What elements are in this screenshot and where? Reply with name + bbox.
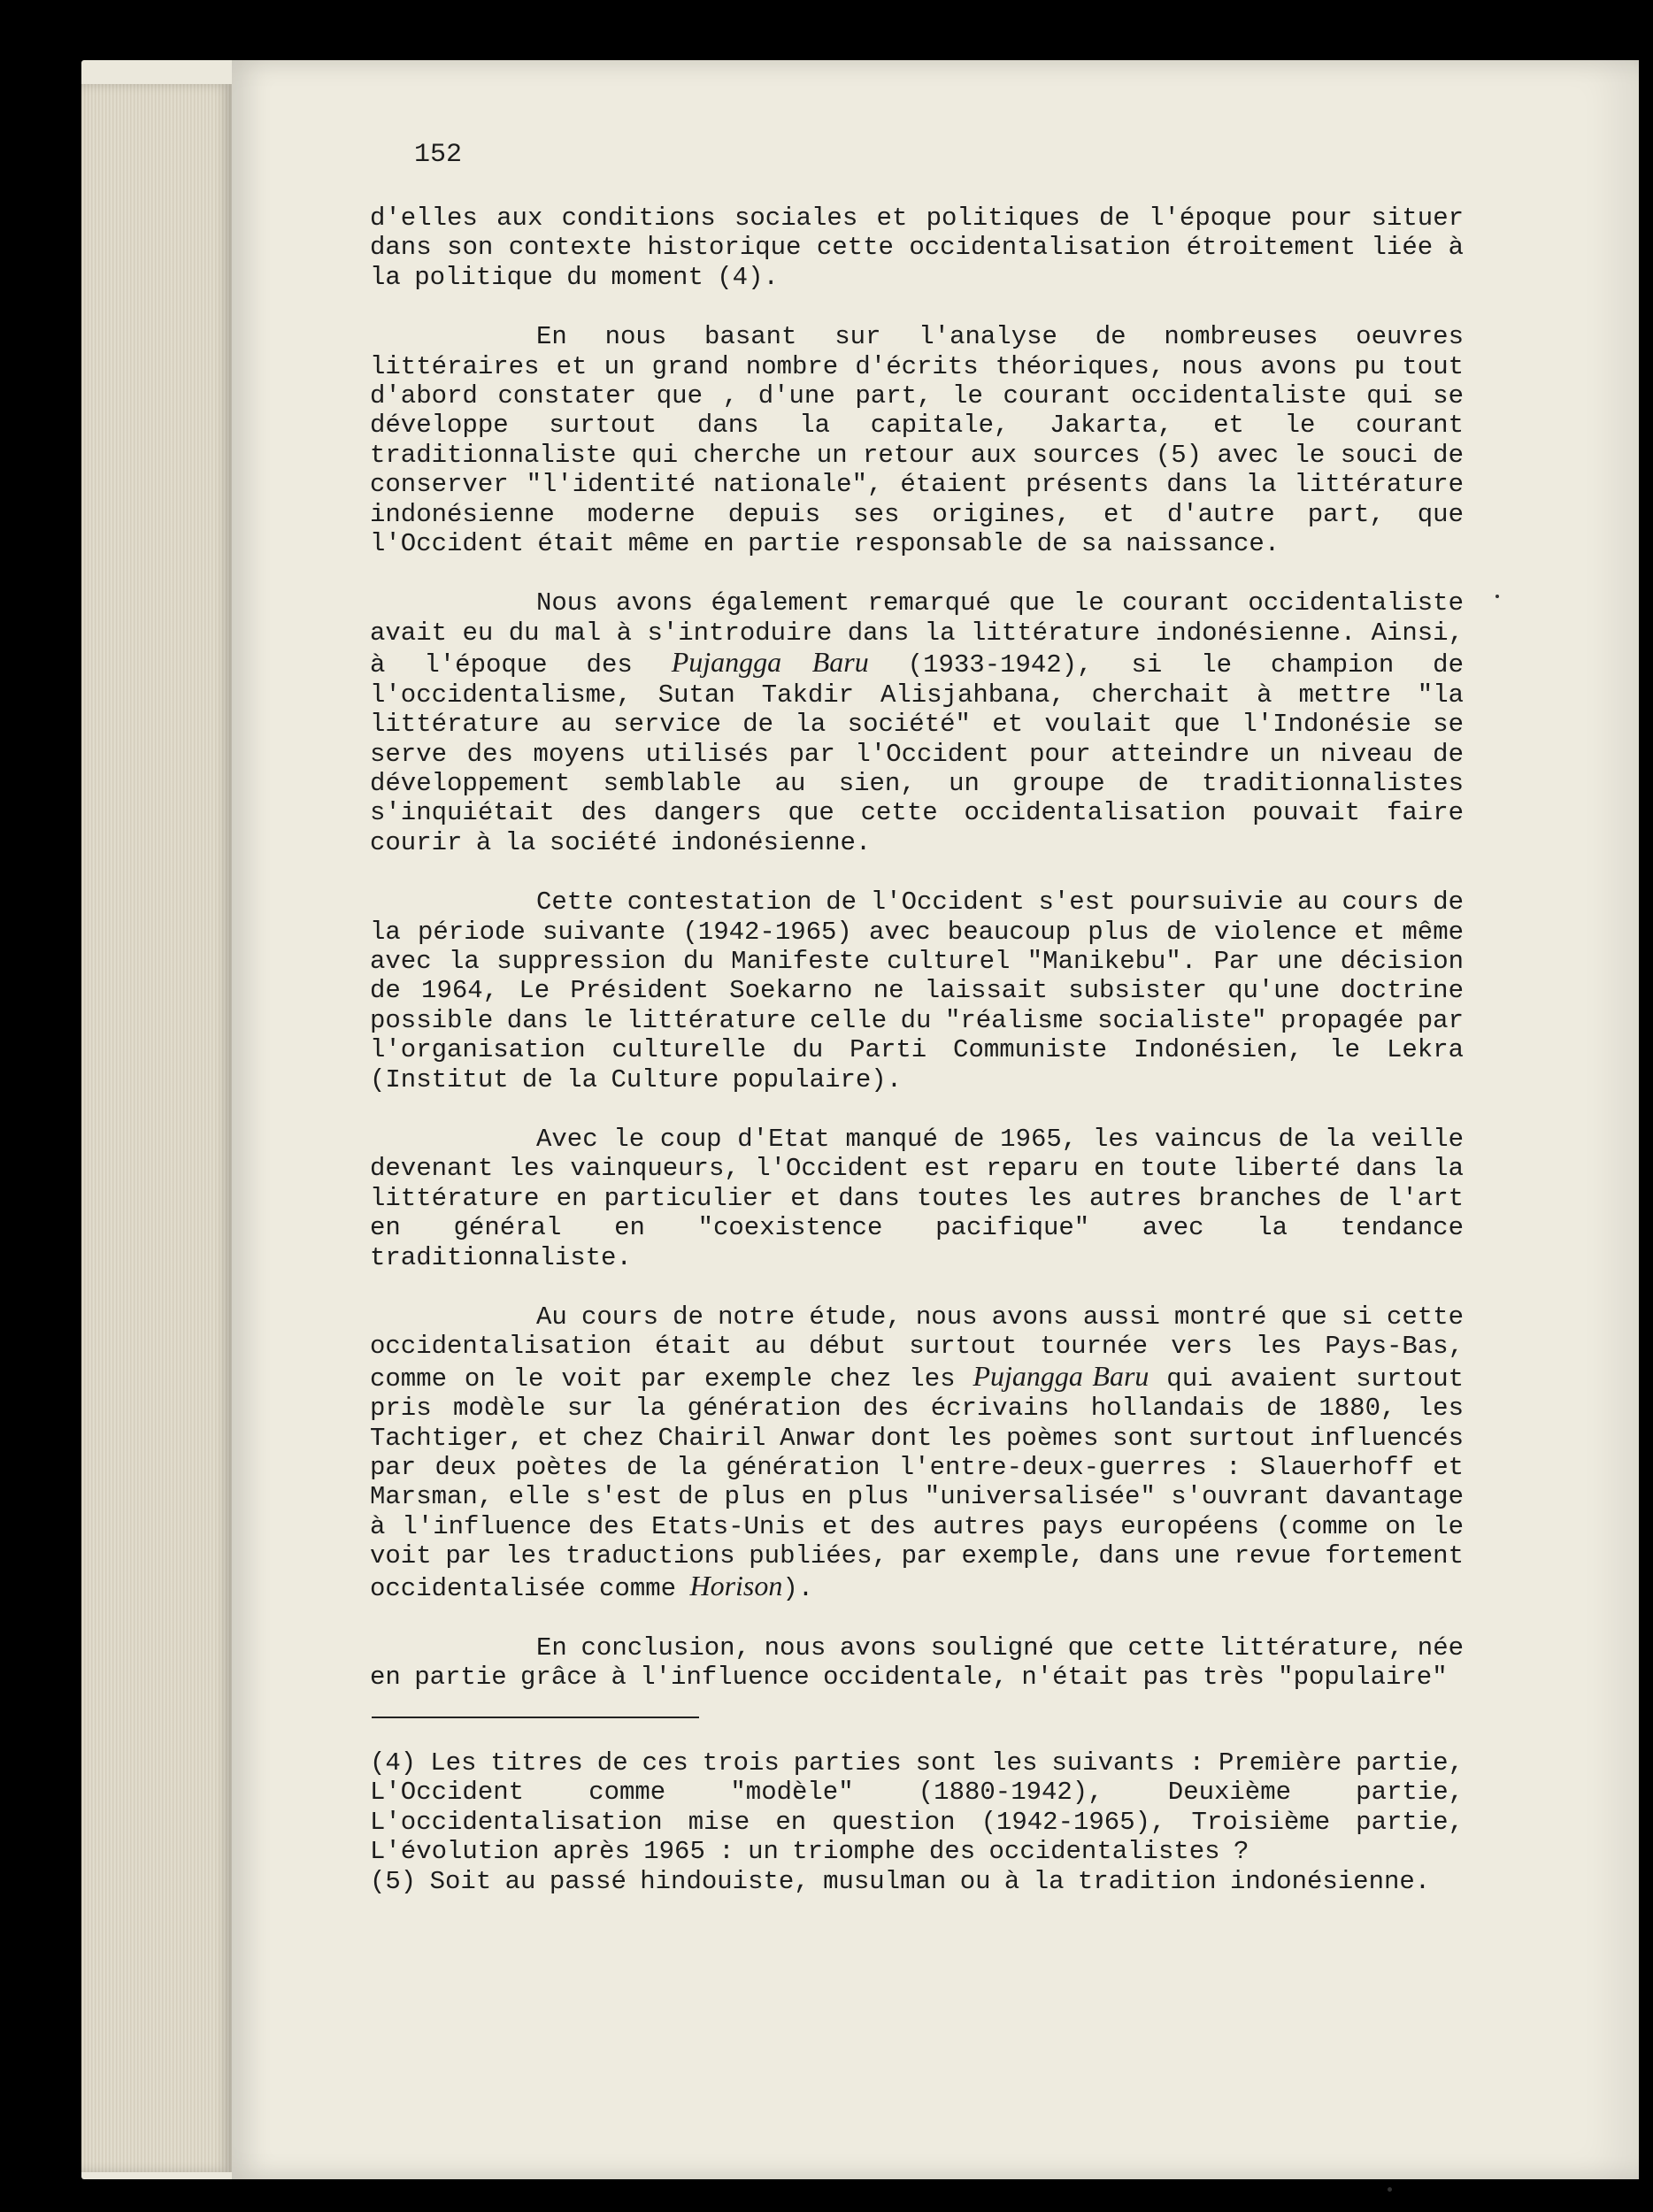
paragraph-6 <box>370 1302 1464 1603</box>
paragraph-7: En conclusion, nous avons souligné que cette littérature, née en partie grâce à l'influence occidentale, n'était pas très "populaire" <box>370 1633 1464 1693</box>
page-number: 152 <box>414 140 463 170</box>
paragraph-3-part-a: Nous avons également remarqué que le courant occidentaliste avait eu du mal à s'introduire dans la littérature indonésienne. Ainsi, à l'époque des <box>370 588 1464 680</box>
paragraph-6-part-a: Au cours de notre étude, nous avons aussi montré que si cette occidentalisation était au début surtout tournée vers les Pays-Bas, comme on le voit par exemple chez les <box>370 1302 1464 1394</box>
paragraph-6-part-b: qui avaient surtout pris modèle sur la génération des écrivains hollandais de 1880, les Tachtiger, et chez Chairil Anwar dont les poèmes sont surtout influencés par deux poètes de la génération l'entre-deux-guerres : Slauerhoff et Marsman, elle s'est de plus en plus "universalisée" s'ouvrant davantage à l'influence des Etats-Unis et des autres pays européens (comme on le voit par les traductions publiées, par exemple, dans une revue fortement occidentalisée comme <box>370 1363 1464 1603</box>
paragraph-3 <box>370 588 1464 857</box>
paragraph-4: Cette contestation de l'Occident s'est poursuivie au cours de la période suivante (1942-1965) avec beaucoup plus de violence et même avec la suppression du Manifeste culturel "Manikebu". Par une décision de 1964, Le Président Soekarno ne laissait subsister qu'une doctrine possible dans le littérature celle du "réalisme socialiste" propagée par l'organisation culturelle du Parti Communiste Indonésien, le Lekra (Institut de la Culture populaire). <box>370 887 1464 1094</box>
page-stack-edge <box>81 84 232 2172</box>
paragraph-1: d'elles aux conditions sociales et politiques de l'époque pour situer dans son contexte historique cette occidentalisation étroitement liée à la politique du moment (4). <box>370 204 1464 292</box>
footnote-5: (5) Soit au passé hindouiste, musulman ou à la tradition indonésienne. <box>370 1866 1431 1896</box>
paragraph-6-part-c: ). <box>782 1573 814 1603</box>
paragraph-3-part-b: (1933-1942), si le champion de l'occidentalisme, Sutan Takdir Alisjahbana, cherchait à mettre "la littérature au service de la société" et voulait que l'Indonésie se serve des moyens utilisés par l'Occident pour atteindre un niveau de développement semblable au sien, un groupe de traditionnalistes s'inquiétait des dangers que cette occidentalisation pouvait faire courir à la société indonésienne. <box>370 650 1464 857</box>
footnote-separator <box>372 1717 699 1718</box>
ink-speck <box>1388 2187 1392 2192</box>
body-text <box>370 204 1464 1723</box>
italic-title: Pujangga Baru <box>973 1359 1149 1392</box>
paragraph-5: Avec le coup d'Etat manqué de 1965, les vaincus de la veille devenant les vainqueurs, l'Occident est reparu en toute liberté dans la littérature en particulier et dans toutes les autres branches de l'art en général en "coexistence pacifique" avec la tendance traditionnaliste. <box>370 1124 1464 1272</box>
footnotes <box>370 1748 1464 1896</box>
italic-title-horison: Horison <box>689 1569 783 1601</box>
ink-speck <box>1495 595 1499 598</box>
paragraph-2: En nous basant sur l'analyse de nombreuses oeuvres littéraires et un grand nombre d'écrits théoriques, nous avons pu tout d'abord constater que , d'une part, le courant occidentaliste qui se développe surtout dans la capitale, Jakarta, et le courant traditionnaliste qui cherche un retour aux sources (5) avec le souci de conserver "l'identité nationale", étaient présents dans la littérature indonésienne moderne depuis ses origines, et d'autre part, que l'Occident était même en partie responsable de sa naissance. <box>370 322 1464 559</box>
italic-title: Pujangga Baru <box>671 646 869 679</box>
footnote-4: (4) Les titres de ces trois parties sont les suivants : Première partie, L'Occident comme "modèle" (1880-1942), Deuxième partie, L'occidentalisation mise en question (1942-1965), Troisième partie, L'évolution après 1965 : un triomphe des occidentalistes ? <box>370 1748 1464 1867</box>
